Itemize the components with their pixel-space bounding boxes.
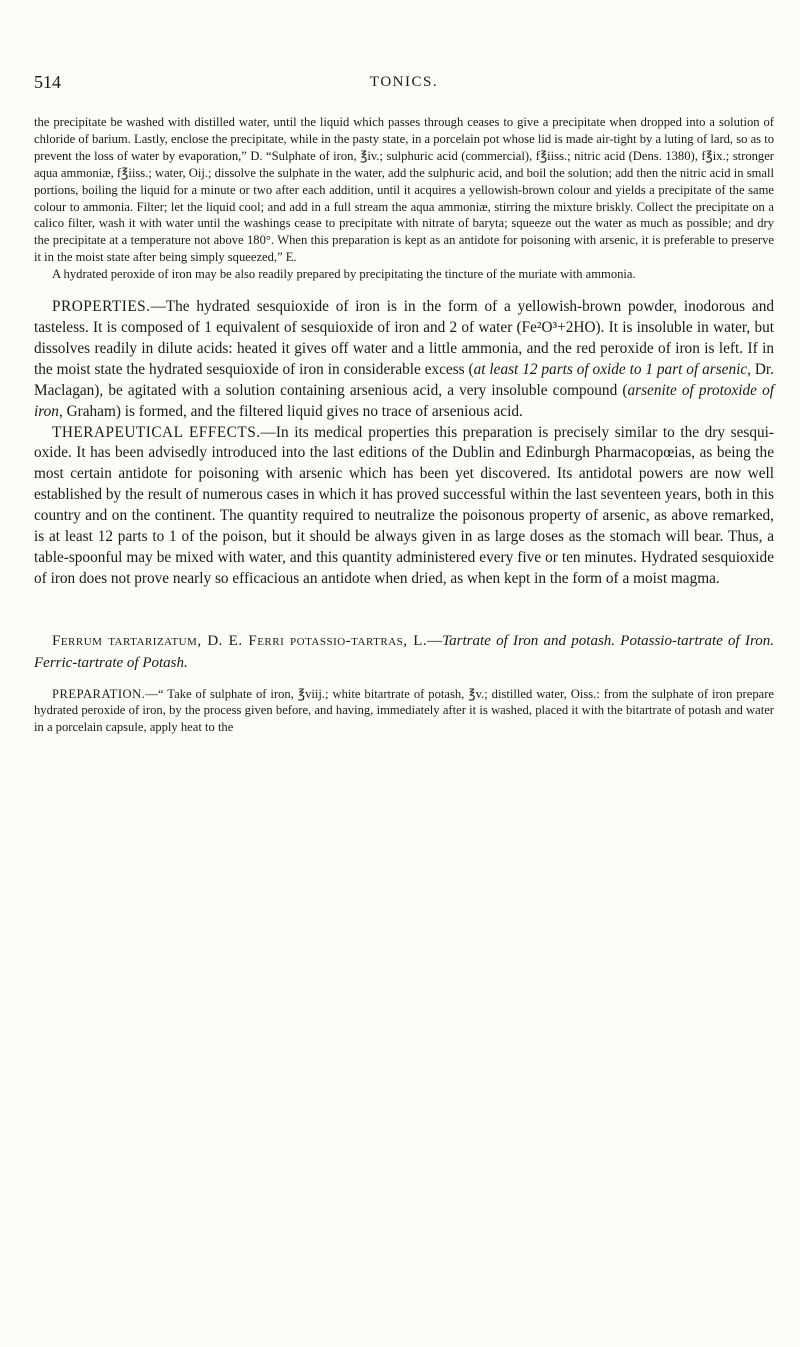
section-title: TONICS. (369, 74, 439, 90)
page-number: 514 (34, 72, 61, 92)
properties-text-c: , Graham) is formed, and the filtered liquid gives no trace of arsenious acid. (58, 402, 523, 420)
ferrum-subtitle: Tartrate of Iron and potash. Potassio-tartrate of Iron. Ferric-tartrate of Potash. (34, 632, 774, 671)
properties-text-b: , Dr. Maclagan), be agitated with a solution containing arsenious acid, a very insoluble compound ( (34, 360, 774, 399)
ferrum-preparation (34, 686, 774, 736)
preparation-note: A hydrated peroxide of iron may be also readily prepared by precipitating the tincture of the muriate with ammonia. (52, 267, 636, 282)
therapeutic-text: —In its medical properties this preparation is precisely similar to the dry sesqui-oxide. It has been advisedly introduced into the last editions of the Dublin and Edinburgh Pharmacopœias, as being the most certain antidote for poisoning with arsenic which has been yet discovered. Its antidotal powers are now well established by the result of numerous cases in which it has proved successful within the last seventeen years, both in this country and on the continent. The quantity required to neutralize the poisonous property of arsenic, as above remarked, is at least 12 parts to 1 of the poison, but it should be always given in as large doses as the stomach will bear. Thus, a table-spoonful may be mixed with water, and this quantity administered every five or ten minutes. Hydrated sesquioxide of iron does not prove nearly so efficacious an antidote when dried, as when kept in the form of a moist magma. (34, 423, 774, 587)
therapeutic-heading: THERAPEUTICAL EFFECTS. (52, 423, 261, 441)
ferrum-prep-heading: PREPARATION. (52, 686, 146, 701)
ferrum-title-dash: — (427, 632, 443, 649)
page-content (34, 114, 774, 735)
therapeutic-paragraph (34, 423, 774, 590)
properties-italic-1: at least 12 parts of oxide to 1 part of arsenic (473, 360, 748, 378)
ferrum-prep-text: —“ Take of sulphate of iron, ℥viij.; white bitartrate of potash, ℥v.; distilled water, Oiss.: from the sulphate of iron prepare hydrated peroxide of iron, by the process given before, and having, immediately after it is washed, placed it with the bitartrate of potash and water in a porcelain capsule, apply heat to the (34, 686, 774, 734)
properties-paragraph (34, 297, 774, 422)
properties-italic-2: arsenite of protoxide of iron (34, 381, 775, 420)
preparation-paragraph: the precipitate be washed with distilled water, until the liquid which passes through ceases to give a precipitate when dropped into a solution of chloride of barium. Lastly, enclose the precipitate, while in the pasty state, in a porcelain pot whose lid is made air-tight by a luting of lard, so as to prevent the loss of water by evaporation,” D. “Sulphate of iron, ℥iv.; sulphuric acid (commercial), f℥iiss.; nitric acid (Dens. 1380), f℥ix.; stronger aqua ammoniæ, f℥iiss.; water, Oij.; dissolve the sulphate in the water, add the sulphuric acid, and boil the solution; add then the nitric acid in small portions, boiling the liquid for a minute or two after each addition, until it acquires a yellowish-brown colour and yields a precipitate of the same colour to ammonia. Filter; let the liquid cool; and add in a full stream the aqua ammoniæ, stirring the mixture briskly. Collect the precipitate on a calico filter, wash it with water until the washings cease to precipitate with nitrate of baryta; squeeze out the water as much as possible; and dry the precipitate at a temperature not above 180°. When this preparation is kept as an antidote for poisoning with arsenic, it is preferable to preserve it in the moist state after being simply squeezed,” E. (34, 115, 775, 265)
properties-text-a: —The hydrated sesquioxide of iron is in the form of a yellowish-brown powder, inodorous and tasteless. It is composed of 1 equivalent of sesquioxide of iron and 2 of water (Fe²O³+2HO). It is insoluble in water, but dissolves readily in dilute acids: heated it gives off water and a little ammonia, and the red peroxide of iron is left. If in the moist state the hydrated sesquioxide of iron in considerable excess ( (34, 298, 774, 378)
ferrum-title: Ferrum tartarizatum, D. E. Ferri potassio-tartras, L. (52, 632, 428, 649)
ferrum-entry-title (34, 630, 774, 674)
running-head (34, 72, 774, 92)
properties-heading: PROPERTIES. (52, 298, 151, 316)
